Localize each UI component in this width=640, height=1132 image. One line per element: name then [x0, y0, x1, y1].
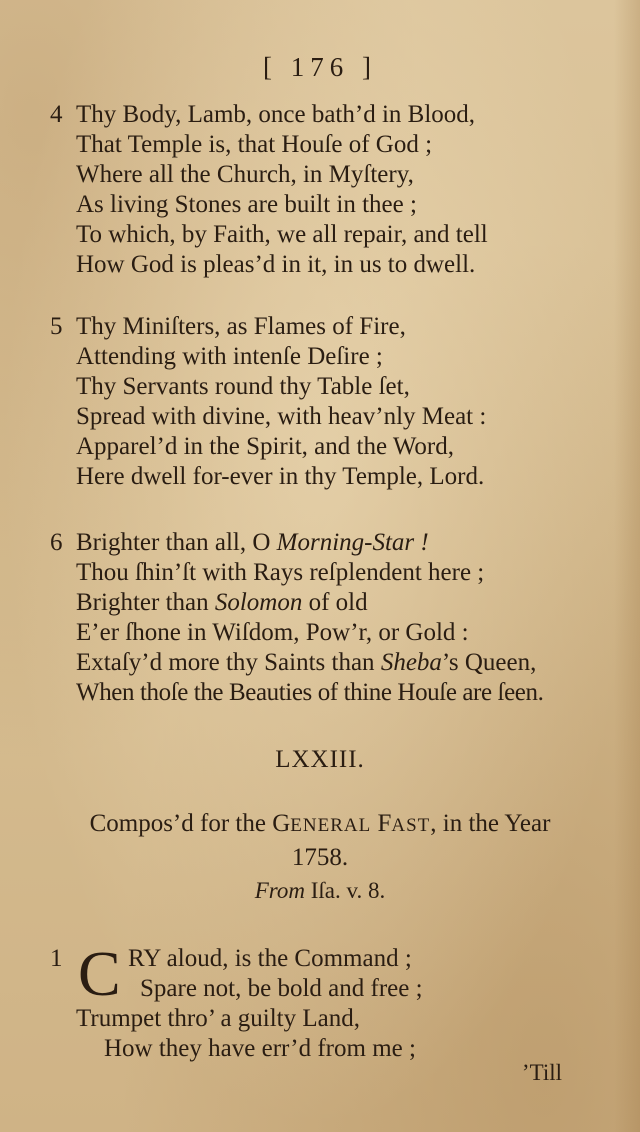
verse-line: RY aloud, is the Command ; [128, 945, 412, 972]
page-edge-shadow [614, 0, 640, 1132]
italic-name: Sheba [380, 649, 442, 676]
hymn-year: 1758. [291, 844, 349, 871]
hymn-number: LXXIII. [275, 746, 365, 773]
stanza-number: 6 [50, 529, 63, 556]
verse-line: When thoſe the Beauties of thine Houſe are ſeen. [76, 679, 544, 706]
verse-line: To which, by Faith, we all repair, and tell [76, 221, 488, 248]
verse-line: Spare not, be bold and free ; [140, 975, 423, 1002]
verse-line: Thy Miniſters, as Flames of Fire, [76, 313, 406, 340]
verse-line: That Temple is, that Houſe of God ; [76, 131, 433, 158]
stanza-number: 1 [50, 945, 63, 972]
verse-line: Brighter than all, O Morning-Star ! [76, 529, 429, 556]
hymn-title: Compos’d for the GENERAL FAST, in the Year [89, 810, 551, 837]
verse-line: Attending with intenſe Deſire ; [76, 343, 383, 370]
verse-line: How they have err’d from me ; [104, 1035, 416, 1062]
verse-line: As living Stones are built in thee ; [76, 191, 417, 218]
verse-line: Brighter than Solomon of old [76, 589, 368, 616]
verse-line: Apparel’d in the Spirit, and the Word, [76, 433, 455, 460]
verse-line: Thou ſhin’ſt with Rays reſplendent here ; [76, 559, 485, 586]
verse-line: Thy Body, Lamb, once bath’d in Blood, [76, 101, 476, 128]
verse-line: E’er ſhone in Wiſdom, Pow’r, or Gold : [76, 619, 469, 646]
italic-name: Solomon [214, 589, 303, 616]
italic-phrase: Morning-Star ! [276, 529, 429, 556]
verse-line: Thy Servants round thy Table ſet, [76, 373, 410, 400]
catchword: ’Till [521, 1060, 562, 1085]
stanza-number: 4 [50, 101, 63, 128]
drop-cap: C [78, 938, 121, 1009]
verse-line: Where all the Church, in Myſtery, [76, 161, 414, 188]
verse-line: Here dwell for-ever in thy Temple, Lord. [76, 463, 485, 490]
page-number: [ 176 ] [263, 52, 377, 82]
verse-line: Spread with divine, with heav’nly Meat : [76, 403, 487, 430]
verse-line: Trumpet thro’ a guilty Land, [76, 1005, 360, 1032]
scripture-reference: From Iſa. v. 8. [254, 878, 386, 903]
verse-line: Extaſy’d more thy Saints than Sheba’s Queen, [76, 649, 537, 676]
verse-line: How God is pleas’d in it, in us to dwell. [76, 251, 476, 278]
stanza-number: 5 [50, 313, 63, 340]
